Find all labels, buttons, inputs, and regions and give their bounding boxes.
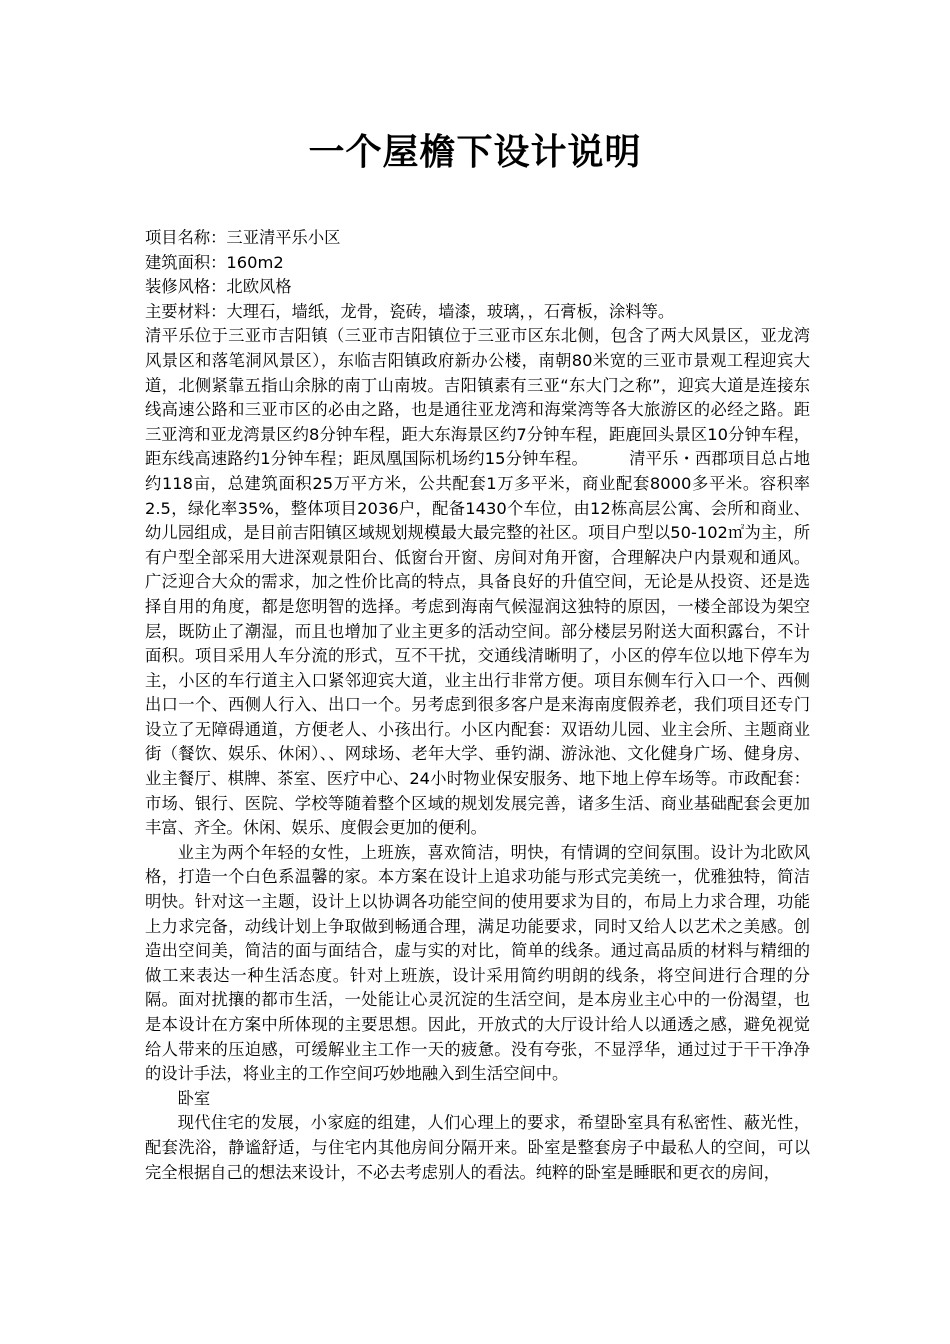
owner-paragraph: 业主为两个年轻的女性，上班族，喜欢简洁，明快，有情调的空间氛围。设计为北欧风格，打造一个白色系温馨的家。本方案在设计上追求功能与形式完美统一，优雅独特，简洁明快。针对这一主题，设计上以协调各功能空间的使用要求为目的，布局上力求合理，功能上力求完备，动线计划上争取做到畅通合理，满足功能要求，同时又给人以艺术之美感。创造出空间美，简洁的面与面结合，虚与实的对比，简单的线条。通过高品质的材料与精细的做工来表达一种生活态度。针对上班族，设计采用简约明朗的线条，将空间进行合理的分隔。面对扰攘的都市生活，一处能让心灵沉淀的生活空间，是本房业主心中的一份渴望，也是本设计在方案中所体现的主要思想。因此，开放式的大厅设计给人以通透之感，避免视觉给人带来的压迫感，可缓解业主工作一天的疲惫。没有夸张，不显浮华，通过过于干干净净的设计手法，将业主的工作空间巧妙地融入到生活空间中。 xyxy=(145,842,810,1084)
building-area-line: 建筑面积：160m2 xyxy=(145,252,284,272)
bedroom-heading: 卧室 xyxy=(177,1088,211,1108)
bedroom-paragraph: 现代住宅的发展，小家庭的组建，人们心理上的要求，希望卧室具有私密性、蔽光性，配套洗浴，静谧舒适，与住宅内其他房间分隔开来。卧室是整套房子中最私人的空间，可以完全根据自己的想法来设计，不必去考虑别人的看法。纯粹的卧室是睡眠和更衣的房间， xyxy=(145,1113,810,1182)
decoration-style-line: 装修风格：北欧风格 xyxy=(145,277,292,297)
main-materials-line: 主要材料：大理石，墙纸，龙骨，瓷砖，墙漆，玻璃，，石膏板，涂料等。 xyxy=(145,301,675,321)
document-body xyxy=(145,226,810,1185)
project-name-line: 项目名称：三亚清平乐小区 xyxy=(145,228,341,247)
document-title: 一个屋檐下设计说明 xyxy=(308,132,642,173)
location-paragraph: 清平乐位于三亚市吉阳镇（三亚市吉阳镇位于三亚市区东北侧，包含了两大风景区，亚龙湾风景区和落笔洞风景区），东临吉阳镇政府新办公楼，南朝80米宽的三亚市景观工程迎宾大道，北侧紧靠五指山余脉的南丁山南坡。吉阳镇素有三亚“东大门之称”，迎宾大道是连接东线高速公路和三亚市区的必由之路，也是通往亚龙湾和海棠湾等各大旅游区的必经之路。距三亚湾和亚龙湾景区约8分钟车程，距大东海景区约7分钟车程，距鹿回头景区10分钟车程，距东线高速路约1分钟车程；距凤凰国际机场约15分钟车程。 清平乐・西郡项目总占地约118亩，总建筑面积25万平方米，公共配套1万多平米，商业配套8000多平米。容积率2.5，绿化率35%，整体项目2036户，配备1430个车位，由12栋高层公寓、会所和商业、幼儿园组成，是目前吉阳镇区域规划规模最大最完整的社区。项目户型以50-102㎡为主，所有户型全部采用大进深观景阳台、低窗台开窗、房间对角开窗，合理解决户内景观和通风。广泛迎合大众的需求，加之性价比高的特点，具备良好的升值空间，无论是从投资、还是选择自用的角度，都是您明智的选择。考虑到海南气候湿润这独特的原因，一楼全部设为架空层，既防止了潮湿，而且也增加了业主更多的活动空间。部分楼层另附送大面积露台，不计面积。项目采用人车分流的形式，互不干扰，交通线清晰明了，小区的停车位以地下停车为主，小区的车行道主入口紧邻迎宾大道，业主出行非常方便。项目东侧车行入口一个、西侧出口一个、西侧人行入、出口一个。另考虑到很多客户是来海南度假养老，我们项目还专门设立了无障碍通道，方便老人、小孩出行。小区内配套：双语幼儿园、业主会所、主题商业街（餐饮、娱乐、休闲）、、网球场、老年大学、垂钓湖、游泳池、文化健身广场、健身房、业主餐厅、棋牌、茶室、医疗中心、24小时物业保安服务、地下地上停车场等。市政配套：市场、银行、医院、学校等随着整个区域的规划发展完善，诸多生活、商业基础配套会更加丰富、齐全。休闲、娱乐、度假会更加的便利。 xyxy=(145,326,810,838)
